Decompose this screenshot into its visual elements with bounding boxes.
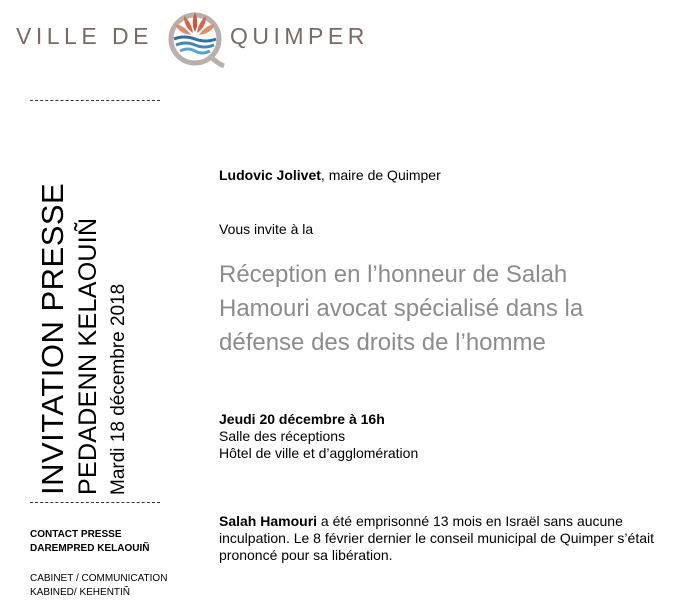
vertical-date: Mardi 18 décembre 2018 xyxy=(108,283,129,495)
event-building: Hôtel de ville et d’agglomération xyxy=(219,445,419,461)
department-fr: CABINET / COMMUNICATION xyxy=(30,573,168,584)
department-br: KABINED/ KEHENTIÑ xyxy=(30,587,131,598)
event-title: Réception en l’honneur de Salah Hamouri avocat spécialisé dans la défense des droits de l’homme xyxy=(219,261,584,356)
vertical-title: INVITATION PRESSE xyxy=(35,182,70,495)
press-contact-fr: CONTACT PRESSE xyxy=(30,529,122,540)
event-room: Salle des réceptions xyxy=(219,428,346,444)
bio-paragraph xyxy=(219,513,684,564)
department xyxy=(30,572,167,600)
host-line xyxy=(219,167,441,184)
mayor-name: Ludovic Jolivet xyxy=(219,167,321,183)
bio-text: a été emprisonné 13 mois en Israël sans aucune inculpation. Le 8 février dernier le conseil municipal de Quimper s’était prononcé pour sa libération. xyxy=(219,513,654,563)
bio-name: Salah Hamouri xyxy=(219,513,318,529)
event-date: Jeudi 20 décembre à 16h xyxy=(219,411,385,427)
invite-text: Vous invite à la xyxy=(219,221,314,237)
dotted-divider-bottom xyxy=(30,502,160,503)
mayor-role: , maire de Quimper xyxy=(320,167,441,183)
event-details xyxy=(219,411,418,462)
vertical-subtitle: PEDADENN KELAOUIÑ xyxy=(74,217,102,495)
logo-text-quimper: QUIMPER xyxy=(230,23,369,49)
city-logo xyxy=(14,6,394,68)
dotted-divider-top xyxy=(30,100,160,101)
quimper-emblem-icon xyxy=(162,6,228,68)
press-contact xyxy=(30,528,149,556)
press-contact-br: DAREMPRED KELAOUIÑ xyxy=(30,543,150,554)
logo-text-ville-de: VILLE DE xyxy=(16,23,153,49)
